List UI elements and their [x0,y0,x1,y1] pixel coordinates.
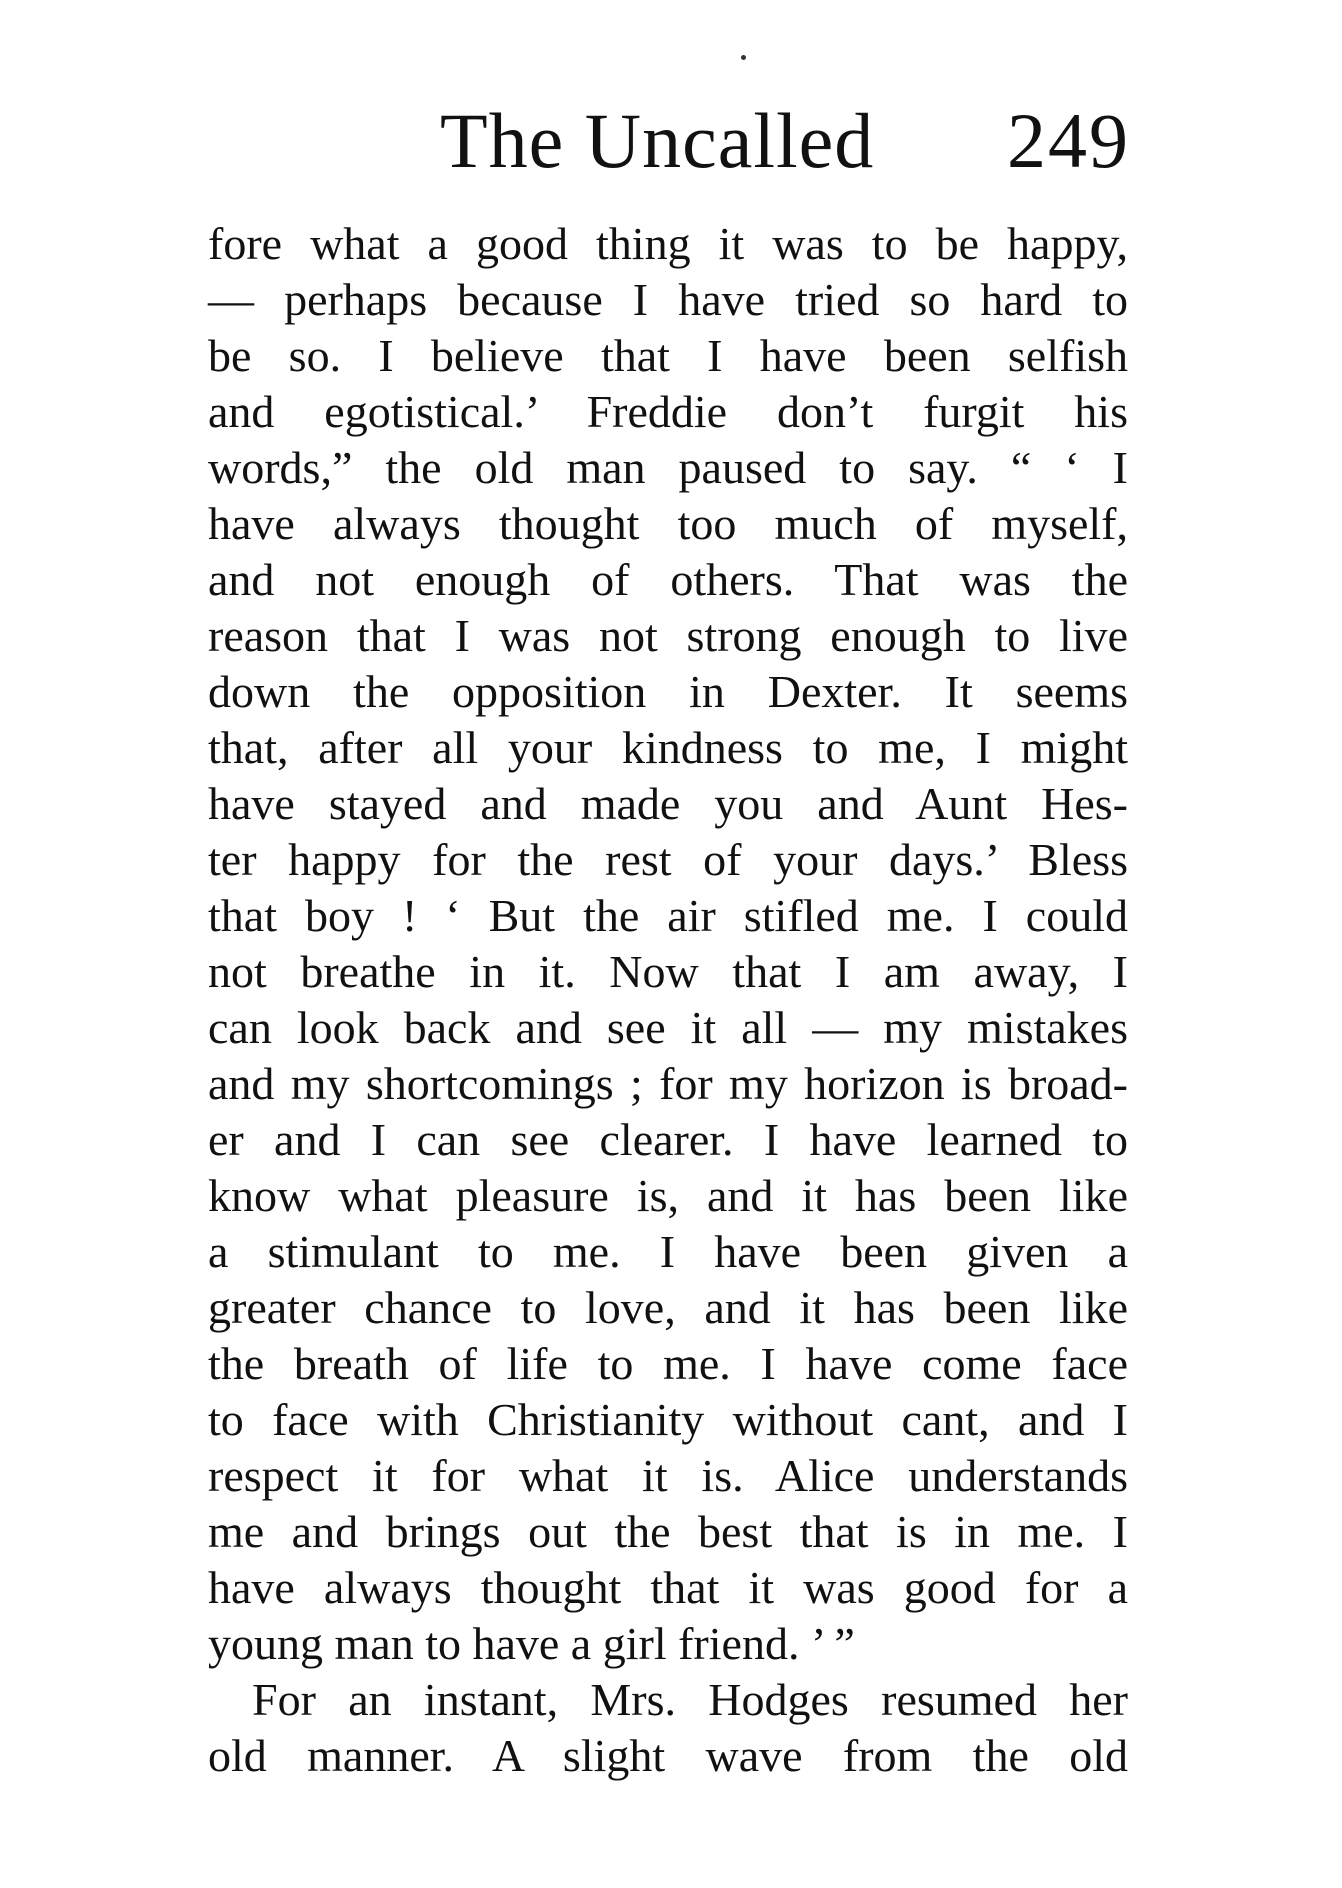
text-line: have always thought that it was good for a [208,1562,1128,1613]
body-text [208,216,1128,1784]
print-speck [741,55,746,60]
text-line: — perhaps because I have tried so hard to [208,274,1128,325]
text-line: old manner. A slight wave from the old [208,1730,1128,1781]
text-line: can look back and see it all — my mistakes [208,1002,1128,1053]
text-line: and my shortcomings ; for my horizon is broad- [208,1058,1128,1109]
text-line: be so. I believe that I have been selfish [208,330,1128,381]
text-line: er and I can see clearer. I have learned to [208,1114,1128,1165]
paragraph-first-line: For an instant, Mrs. Hodges resumed her [252,1674,1128,1725]
text-line: have stayed and made you and Aunt Hes- [208,778,1128,829]
text-line: greater chance to love, and it has been like [208,1282,1128,1333]
text-line: respect it for what it is. Alice understands [208,1450,1128,1501]
running-title: The Uncalled [440,97,875,184]
text-line: down the opposition in Dexter. It seems [208,666,1128,717]
text-line: to face with Christianity without cant, and I [208,1394,1128,1445]
text-line: that, after all your kindness to me, I might [208,722,1128,773]
text-line: a stimulant to me. I have been given a [208,1226,1128,1277]
text-line: ter happy for the rest of your days.’ Bless [208,834,1128,885]
text-line: fore what a good thing it was to be happy, [208,218,1128,269]
text-line: words,” the old man paused to say. “ ‘ I [208,442,1128,493]
text-line: and egotistical.’ Freddie don’t furgit his [208,386,1128,437]
text-line: me and brings out the best that is in me. I [208,1506,1128,1557]
text-line: have always thought too much of myself, [208,498,1128,549]
text-line: know what pleasure is, and it has been like [208,1170,1128,1221]
text-line: that boy ! ‘ But the air stifled me. I could [208,890,1128,941]
text-line: young man to have a girl friend. ’ ” [208,1618,855,1669]
page-number: 249 [1007,97,1130,184]
text-line: not breathe in it. Now that I am away, I [208,946,1128,997]
text-line: reason that I was not strong enough to live [208,610,1128,661]
text-line: the breath of life to me. I have come face [208,1338,1128,1389]
page-header [440,96,1130,186]
text-line: and not enough of others. That was the [208,554,1128,605]
